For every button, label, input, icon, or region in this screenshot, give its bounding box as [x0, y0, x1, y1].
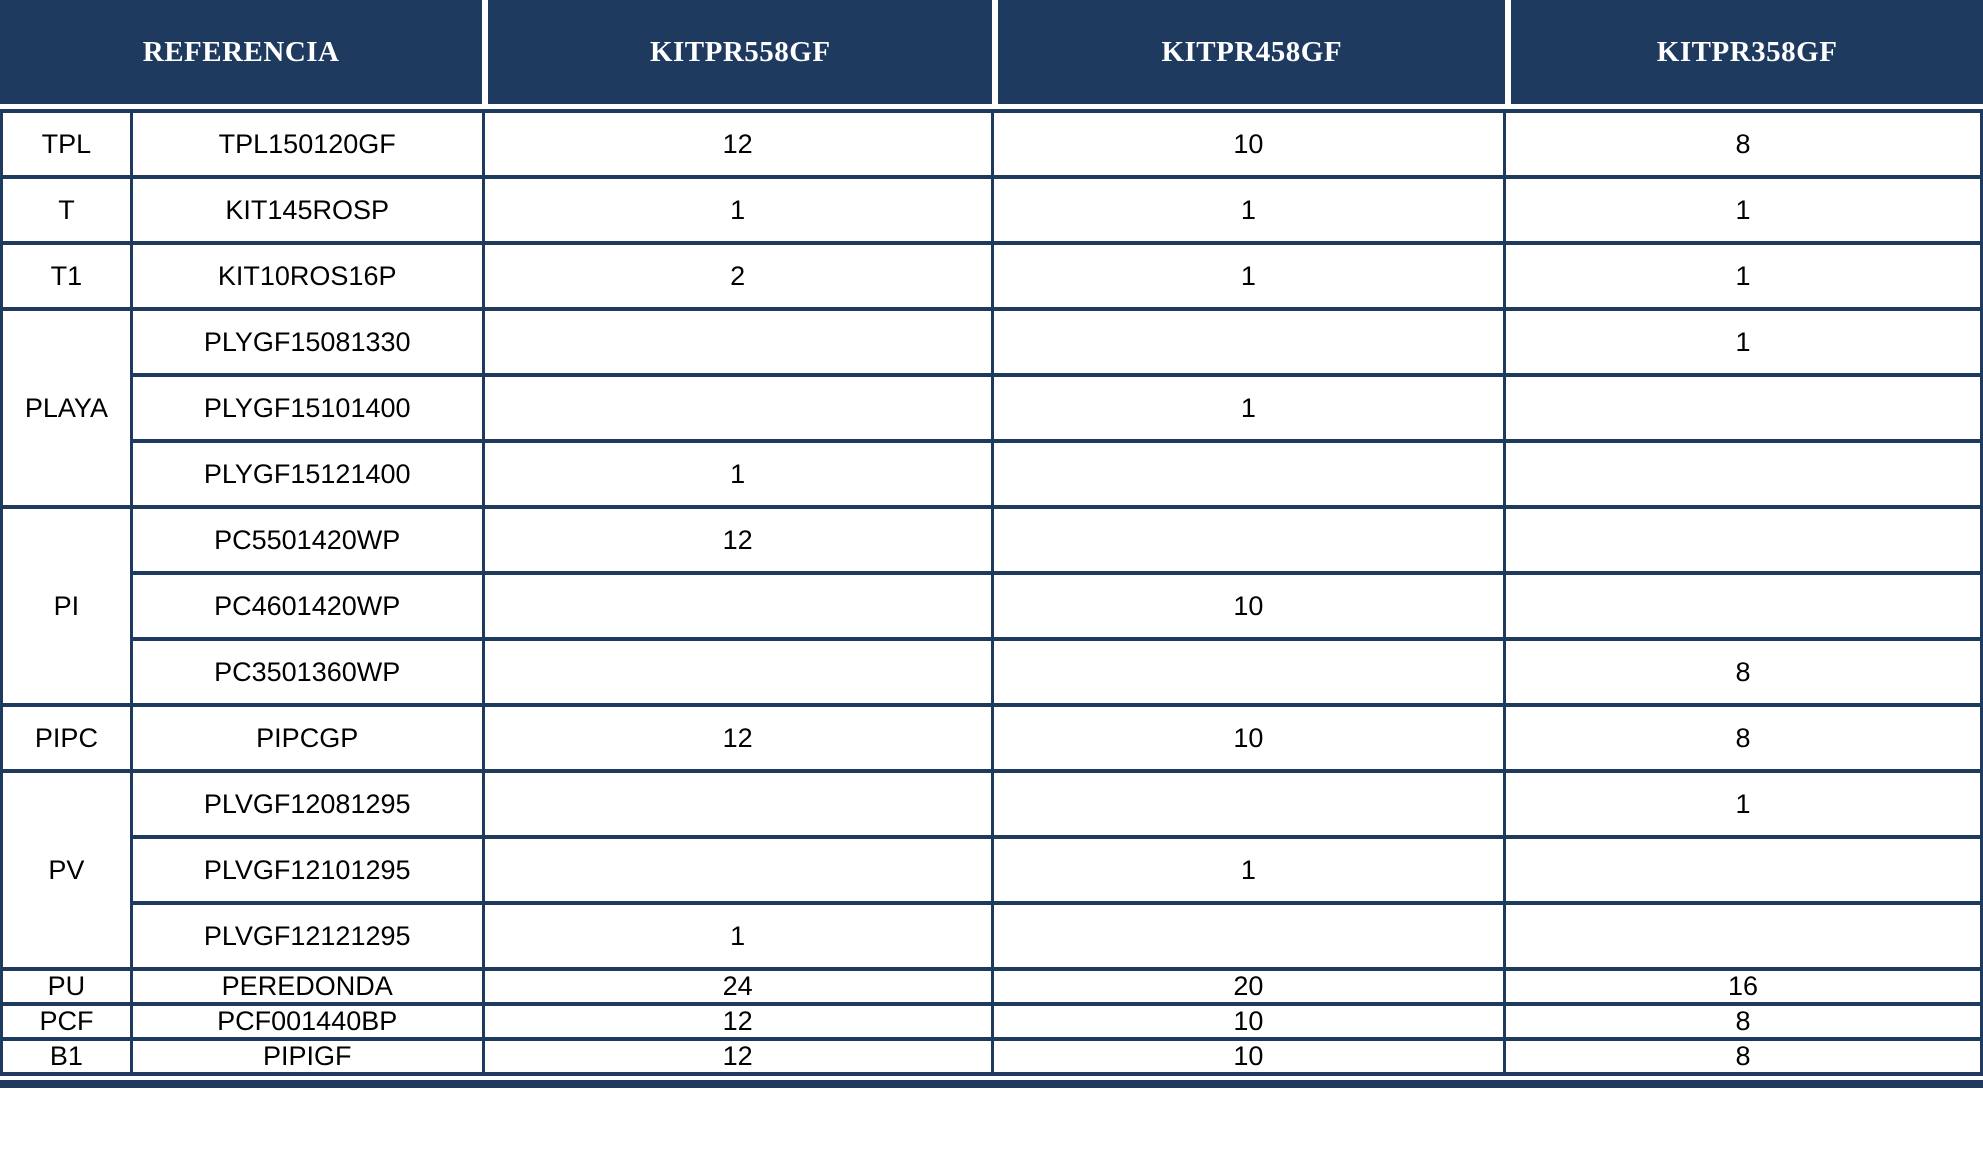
quantity-cell: [483, 771, 992, 837]
group-code-cell: T1: [2, 243, 132, 309]
quantity-cell: [483, 837, 992, 903]
quantity-cell: [992, 639, 1504, 705]
table-row: [2, 375, 1982, 441]
quantity-cell: 24: [483, 969, 992, 1004]
header-cell-kitpr558gf: KITPR558GF: [482, 0, 992, 104]
reference-cell: PC4601420WP: [131, 573, 483, 639]
table-row: [2, 309, 1982, 375]
quantity-cell: [1504, 903, 1981, 969]
group-code-cell: PCF: [2, 1004, 132, 1039]
quantity-cell: 2: [483, 243, 992, 309]
table-body: [2, 111, 1982, 1074]
reference-cell: PLYGF15121400: [131, 441, 483, 507]
table-row: [2, 1039, 1982, 1074]
quantity-cell: [1504, 441, 1981, 507]
quantity-cell: 1: [992, 177, 1504, 243]
reference-cell: PLVGF12101295: [131, 837, 483, 903]
header-cell-referencia: REFERENCIA: [142, 35, 340, 68]
quantity-cell: 12: [483, 507, 992, 573]
quantity-cell: 1: [1504, 177, 1981, 243]
bottom-navy-bar: [0, 1080, 1983, 1088]
quantity-cell: [992, 771, 1504, 837]
table-row: [2, 705, 1982, 771]
table-row: [2, 111, 1982, 177]
quantity-cell: 1: [483, 177, 992, 243]
header-cell-kitpr458gf: KITPR458GF: [992, 0, 1505, 104]
reference-cell: PIPCGP: [131, 705, 483, 771]
reference-cell: KIT145ROSP: [131, 177, 483, 243]
quantity-cell: 8: [1504, 1039, 1981, 1074]
quantity-cell: [483, 309, 992, 375]
quantity-cell: 8: [1504, 111, 1981, 177]
quantity-cell: [1504, 837, 1981, 903]
quantity-cell: 12: [483, 1039, 992, 1074]
table-row: [2, 1004, 1982, 1039]
reference-cell: KIT10ROS16P: [131, 243, 483, 309]
reference-cell: PC5501420WP: [131, 507, 483, 573]
quantity-cell: 10: [992, 705, 1504, 771]
reference-cell: PIPIGF: [131, 1039, 483, 1074]
group-code-cell: PIPC: [2, 705, 132, 771]
quantity-cell: [992, 309, 1504, 375]
reference-cell: PLVGF12081295: [131, 771, 483, 837]
group-code-cell: PU: [2, 969, 132, 1004]
table-row: [2, 573, 1982, 639]
quantity-cell: [483, 375, 992, 441]
table-row: [2, 507, 1982, 573]
table-row: [2, 243, 1982, 309]
quantity-cell: [992, 903, 1504, 969]
table-row: [2, 771, 1982, 837]
reference-cell: PLYGF15081330: [131, 309, 483, 375]
quantity-cell: 10: [992, 1004, 1504, 1039]
group-code-cell: PLAYA: [2, 309, 132, 507]
quantity-cell: 16: [1504, 969, 1981, 1004]
group-code-cell: PV: [2, 771, 132, 969]
quantity-cell: 12: [483, 1004, 992, 1039]
quantity-cell: 8: [1504, 639, 1981, 705]
group-code-cell: B1: [2, 1039, 132, 1074]
reference-cell: PCF001440BP: [131, 1004, 483, 1039]
quantity-cell: 10: [992, 1039, 1504, 1074]
quantity-cell: 1: [992, 375, 1504, 441]
quantity-cell: 1: [1504, 309, 1981, 375]
table-header-row: [0, 0, 1983, 104]
table-row: [2, 837, 1982, 903]
quantity-cell: 1: [483, 441, 992, 507]
table-row: [2, 441, 1982, 507]
quantity-cell: [1504, 507, 1981, 573]
quantity-cell: 1: [992, 243, 1504, 309]
table-row: [2, 969, 1982, 1004]
reference-cell: PLYGF15101400: [131, 375, 483, 441]
header-cell-kitpr358gf: KITPR358GF: [1505, 0, 1983, 104]
group-code-cell: TPL: [2, 111, 132, 177]
quantity-cell: 10: [992, 573, 1504, 639]
quantity-cell: [1504, 573, 1981, 639]
table-row: [2, 903, 1982, 969]
quantity-cell: 1: [483, 903, 992, 969]
group-code-cell: PI: [2, 507, 132, 705]
reference-cell: PLVGF12121295: [131, 903, 483, 969]
quantity-cell: [992, 507, 1504, 573]
quantity-cell: 8: [1504, 1004, 1981, 1039]
quantity-cell: 1: [1504, 771, 1981, 837]
data-table: [0, 109, 1983, 1076]
quantity-cell: 12: [483, 111, 992, 177]
quantity-cell: [1504, 375, 1981, 441]
quantity-cell: 10: [992, 111, 1504, 177]
quantity-cell: 8: [1504, 705, 1981, 771]
reference-cell: PC3501360WP: [131, 639, 483, 705]
quantity-cell: [483, 639, 992, 705]
quantity-cell: 1: [992, 837, 1504, 903]
group-code-cell: T: [2, 177, 132, 243]
table-row: [2, 177, 1982, 243]
reference-cell: TPL150120GF: [131, 111, 483, 177]
quantity-cell: 12: [483, 705, 992, 771]
quantity-cell: 1: [1504, 243, 1981, 309]
quantity-cell: 20: [992, 969, 1504, 1004]
table-row: [2, 639, 1982, 705]
reference-cell: PEREDONDA: [131, 969, 483, 1004]
quantity-cell: [992, 441, 1504, 507]
quantity-cell: [483, 573, 992, 639]
